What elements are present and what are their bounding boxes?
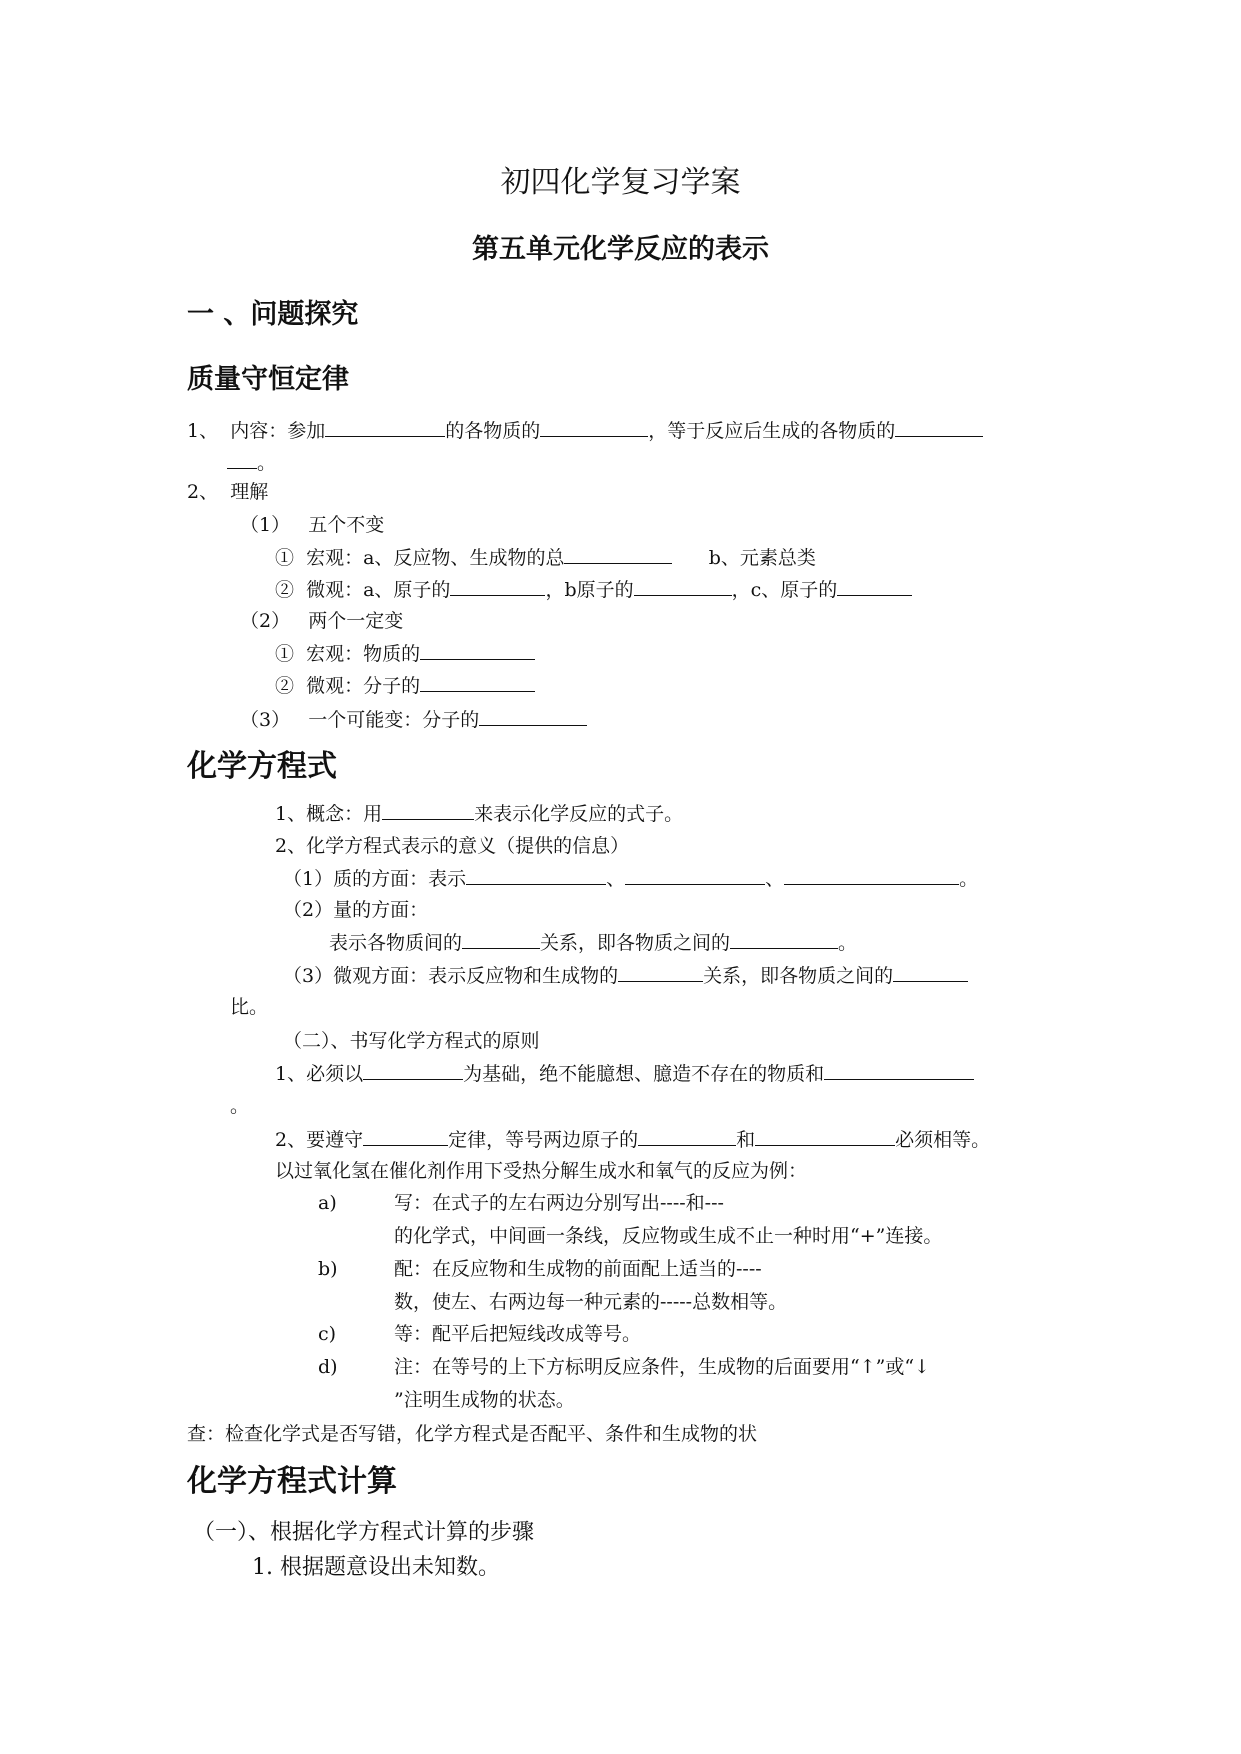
principle-2-text-d: 必须相等。 — [895, 1129, 991, 1151]
law-content-text-b: 的各物质的 — [445, 420, 541, 442]
blank-field[interactable] — [634, 576, 732, 596]
period: 。 — [257, 452, 277, 474]
quantity-text-a: 表示各物质间的 — [329, 932, 463, 954]
period: 。 — [959, 868, 979, 890]
micro-aspect-text-a: （3）微观方面：表示反应物和生成物的 — [283, 965, 619, 987]
blank-field[interactable] — [479, 706, 587, 726]
blank-field[interactable] — [730, 929, 838, 949]
principle-1-end: 。 — [230, 1095, 250, 1117]
heading-chemical-equation: 化学方程式 — [187, 749, 337, 784]
two-changed — [240, 608, 403, 634]
step-b-line-2: 数，使左、右两边每一种元素的-----总数相等。 — [394, 1291, 788, 1313]
point-label: 两个一定变 — [308, 610, 404, 632]
circle-number: ② — [275, 579, 295, 601]
equation-concept — [275, 800, 683, 827]
macro-unchanged — [275, 544, 816, 571]
blank-field[interactable] — [420, 672, 535, 692]
micro-text-a: 微观：a、原子的 — [306, 579, 451, 601]
blank-field[interactable] — [625, 865, 765, 885]
quality-text: （1）质的方面：表示 — [283, 868, 467, 890]
micro-changed-text: 微观：分子的 — [306, 675, 421, 697]
blank-field[interactable] — [450, 576, 545, 596]
blank-field[interactable] — [540, 417, 648, 437]
calc-steps-heading: （一）、根据化学方程式计算的步骤 — [193, 1520, 535, 1545]
macro-changed — [275, 640, 535, 667]
principle-2-text-b: 定律，等号两边原子的 — [448, 1129, 639, 1151]
law-item-1-continued — [227, 449, 276, 476]
principle-2-text-a: 2、要遵守 — [275, 1129, 364, 1151]
blank-field[interactable] — [227, 449, 257, 469]
five-unchanged — [240, 512, 384, 538]
blank-field[interactable] — [895, 417, 983, 437]
concept-text-a: 1、概念：用 — [275, 803, 383, 825]
point-number: （2） — [240, 610, 291, 632]
quantity-detail — [329, 929, 857, 956]
principle-1-text-a: 1、必须以 — [275, 1063, 364, 1085]
macro-text: 宏观：a、反应物、生成物的总 — [306, 547, 565, 569]
item-number: 2、 — [187, 481, 219, 503]
step-d-line-2: ”注明生成物的状态。 — [394, 1389, 575, 1411]
blank-field[interactable] — [363, 1060, 463, 1080]
blank-field[interactable] — [784, 865, 959, 885]
law-content-text-a: 内容：参加 — [230, 420, 326, 442]
micro-aspect-end: 比。 — [230, 996, 269, 1018]
blank-field[interactable] — [638, 1126, 736, 1146]
step-c-line-1: 等：配平后把短线改成等号。 — [394, 1323, 642, 1345]
blank-field[interactable] — [420, 640, 535, 660]
point-label: 一个可能变：分子的 — [308, 709, 480, 731]
blank-field[interactable] — [325, 417, 445, 437]
blank-field[interactable] — [893, 962, 968, 982]
blank-field[interactable] — [363, 1126, 448, 1146]
check-line: 查：检查化学式是否写错，化学方程式是否配平、条件和生成物的状 — [187, 1423, 758, 1445]
blank-field[interactable] — [618, 962, 703, 982]
micro-unchanged — [275, 576, 912, 603]
quantity-text-b: 关系，即各物质之间的 — [540, 932, 731, 954]
micro-aspect-text-b: 关系，即各物质之间的 — [703, 965, 894, 987]
step-d-line-1: 注：在等号的上下方标明反应条件，生成物的后面要用“↑”或“↓ — [394, 1356, 930, 1378]
step-c-marker: c) — [318, 1323, 337, 1345]
example-intro: 以过氧化氢在催化剂作用下受热分解生成水和氧气的反应为例： — [275, 1160, 808, 1182]
principle-1-text-b: 为基础，绝不能臆想、臆造不存在的物质和 — [463, 1063, 825, 1085]
heading-conservation-of-mass: 质量守恒定律 — [187, 364, 349, 395]
micro-text-c: ，c、原子的 — [731, 579, 838, 601]
point-label: 五个不变 — [308, 514, 385, 536]
calc-step-1: 1. 根据题意设出未知数。 — [252, 1555, 500, 1580]
quantity-aspect: （2）量的方面： — [283, 899, 429, 921]
separator: 、 — [765, 868, 785, 890]
circle-number: ① — [275, 547, 295, 569]
circle-number: ① — [275, 643, 295, 665]
item-number: 1、 — [187, 420, 219, 442]
principle-2-text-c: 和 — [736, 1129, 756, 1151]
blank-field[interactable] — [382, 800, 474, 820]
circle-number: ② — [275, 675, 295, 697]
blank-field[interactable] — [837, 576, 912, 596]
step-b-line-1: 配：在反应物和生成物的前面配上适当的---- — [394, 1258, 762, 1280]
concept-text-b: 来表示化学反应的式子。 — [474, 803, 684, 825]
principle-2 — [275, 1126, 990, 1153]
item-label: 理解 — [230, 481, 269, 503]
step-a-line-1: 写：在式子的左右两边分别写出----和--- — [394, 1192, 724, 1214]
page-subtitle: 第五单元化学反应的表示 — [472, 234, 769, 265]
equation-meaning: 2、化学方程式表示的意义（提供的信息） — [275, 835, 630, 857]
micro-text-b: ，b原子的 — [545, 579, 634, 601]
point-number: （1） — [240, 514, 291, 536]
micro-aspect — [283, 962, 968, 989]
law-content-text-c: ，等于反应后生成的各物质的 — [648, 420, 896, 442]
one-may-change — [240, 706, 587, 733]
section-heading-problem-inquiry: 一 、问题探究 — [187, 299, 359, 330]
micro-changed — [275, 672, 535, 699]
step-a-line-2: 的化学式，中间画一条线，反应物或生成不止一种时用“+”连接。 — [394, 1225, 943, 1247]
page-title: 初四化学复习学案 — [500, 165, 741, 200]
period: 。 — [838, 932, 858, 954]
blank-field[interactable] — [755, 1126, 895, 1146]
point-number: （3） — [240, 709, 291, 731]
separator: 、 — [606, 868, 626, 890]
step-b-marker: b) — [318, 1258, 338, 1280]
principle-1 — [275, 1060, 974, 1087]
law-item-1 — [187, 417, 983, 444]
law-item-2 — [187, 479, 268, 505]
heading-equation-calculation: 化学方程式计算 — [187, 1464, 397, 1499]
blank-field[interactable] — [564, 544, 672, 564]
step-d-marker: d) — [318, 1356, 338, 1378]
step-a-marker: a) — [318, 1192, 337, 1214]
macro-text-b: b、元素总类 — [708, 547, 816, 569]
blank-field[interactable] — [466, 865, 606, 885]
macro-changed-text: 宏观：物质的 — [306, 643, 421, 665]
quality-aspect — [283, 865, 978, 892]
blank-field[interactable] — [824, 1060, 974, 1080]
writing-principles-heading: （二）、书写化学方程式的原则 — [283, 1030, 540, 1052]
blank-field[interactable] — [462, 929, 540, 949]
